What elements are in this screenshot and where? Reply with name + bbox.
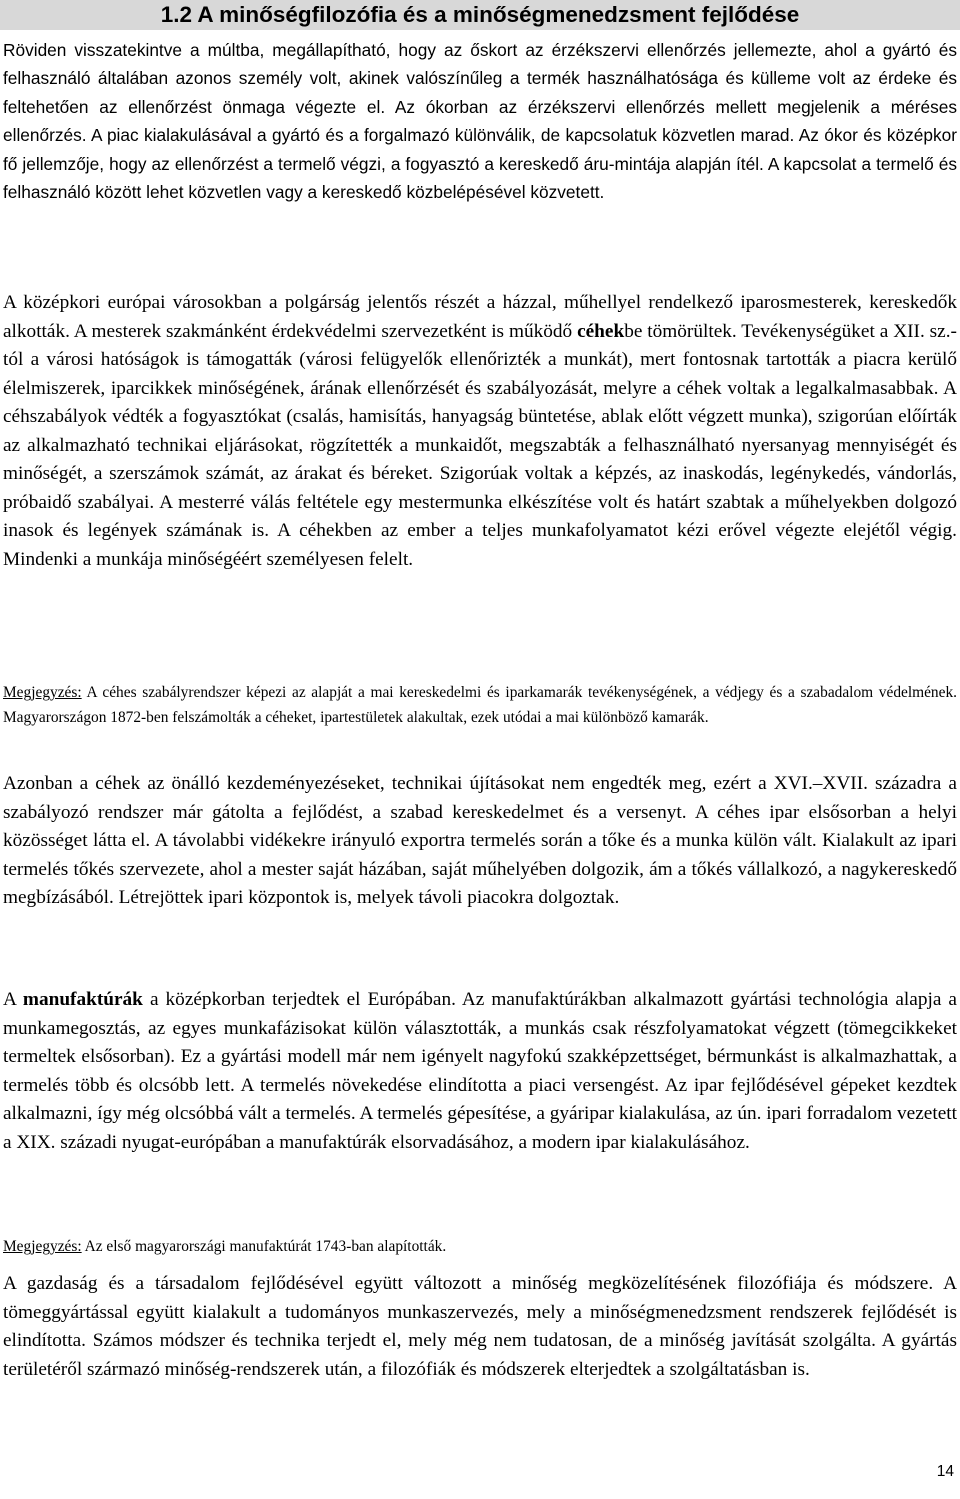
paragraph-guilds-text-cont: be tömörültek. Tevékenységüket a XII. sz.-tól a városi hatóságok is támogatták (városi felügyelők ellenőrizték a munkát), mert fontosnak tartották a piacra kerülő élelmiszerek, iparcikkek minőségének, árának ellenőrzését és szabályozását, melyre a céhek voltak a legalkalmasabbak. A céhszabályok védték a fogyasztókat (csalás, hamisítás, hanyagság büntetése, ablak előtt végzett munka), szigorúan előírták az alkalmazható technikai eljárásokat, rögzítették a munkaidőt, megszabták a felhasználható nyersanyag mennyiségét és minőségét, a szerszámok számát, az árakat és béreket. Szigorúak voltak a képzés, az inaskodás, legénykedés, vándorlás, próbaidő szabályai. A mesterré válás feltétele egy mestermunka elkészítése volt és határt szabtak a műhelyekben dolgozó inasok és legények számának is. A céhekben az ember a teljes munkafolyamatot kézi erővel végezte elejétől végig. Mindenki a munkája minőségéért személyesen felelt. [3,320,957,570]
paragraph-guilds [3,289,957,574]
term-guilds: céhek [577,320,625,342]
paragraph-capitalist-production: Azonban a céhek az önálló kezdeményezéseket, technikai újításokat nem engedték meg, ezért a XVI.–XVII. századra a szabályozó rendszer már gátolta a fejlődést, a szabad kereskedelmet és a versenyt. A céhes ipar elsősorban a helyi közösséget látta el. A távolabbi vidékekre irányuló exportra termelés során a tőke és a munka külön vált. Kialakult az ipari termelés tőkés szervezete, ahol a mester saját házában, saját műhelyében dolgozik, ám a tőkés vállalkozó, a nagykereskedő megbízásából. Létrejöttek ipari központok is, melyek távoli piacokra dolgoztak. [3,773,957,908]
paragraph-manufactures-text-cont: a középkorban terjedtek el Európában. Az manufaktúrákban alkalmazott gyártási technológia alapja a munkamegosztás, az egyes munkafázisokat külön választották, a munkás csak részfolyamatokat végzett (tömegcikkeket termeltek elsősorban). Ez a gyártási modell már nem igényelt nagyfokú szakképzettséget, bérmunkást is alkalmazhattak, a termelés több és olcsóbb lett. A termelés növekedése elindította a piaci versengést. Az ipar fejlődésével gépeket kezdtek alkalmazni, így még olcsóbbá vált a termelés. A termelés gépesítése, a gyáripar kialakulása, az ún. ipari forradalom vezetett a XIX. századi nyugat-európában a manufaktúrák elsorvadásához, a modern ipar kialakulásához. [3,989,957,1153]
note-label: Megjegyzés: [3,684,82,701]
page-number: 14 [936,1463,954,1480]
paragraph-guilds-text: A középkori európai városokban a polgárság jelentős részét a házzal, műhellyel rendelkező iparosmesterek, kereskedők alkották. A mesterek szakmánként érdekvédelmi szervezetként is működő [3,292,957,342]
paragraph-quality-philosophy: A gazdaság és a társadalom fejlődésével együtt változott a minőség megközelítésének filozófiája és módszere. A tömeggyártással együtt kialakult a tudományos munkaszervezés, mely a minőségmenedzsment rendszerek fejlődését is elindította. Számos módszer és technika terjedt el, mely még nem tudatosan, de a minőség javítását szolgálta. A gyártás területéről származó minőség-rendszerek után, a filozófiák és módszerek elterjedtek a szolgáltatásban is. [3,1273,957,1380]
paragraph-manufactures-text: A [3,989,23,1010]
note-label: Megjegyzés: [3,1238,82,1255]
note-text: Az első magyarországi manufaktúrát 1743-ban alapították. [81,1238,447,1255]
note-guild-rules [3,680,957,731]
term-manufactures: manufaktúrák [22,989,143,1010]
section-heading: 1.2 A minőségfilozófia és a minőségmenedzsment fejlődése [0,0,960,30]
note-first-manufacture [3,1234,957,1259]
paragraph-manufactures [3,986,957,1157]
note-text: A céhes szabályrendszer képezi az alapját a mai kereskedelmi és iparkamarák tevékenységének, a védjegy és a szabadalom védelmének. Magyarországon 1872-ben felszámolták a céheket, ipartestületek alakultak, ezek utódai a mai különböző kamarák. [3,684,957,727]
paragraph-sensory-inspection: Röviden visszatekintve a múltba, megállapítható, hogy az őskort az érzékszervi ellenőrzés jellemezte, ahol a gyártó és felhasználó általában azonos személy volt, akinek valószínűleg a termék használhatósága és külleme volt az érdeke és feltehetően az ellenőrzést önmaga végezte el. Az ókorban az érzékszervi ellenőrzés mellett megjelenik a méréses ellenőrzés. A piac kialakulásával a gyártó és a forgalmazó különválik, de kapcsolatuk közvetlen marad. Az ókor és középkor fő jellemzője, hogy az ellenőrzést a termelő végzi, a fogyasztó a kereskedő áru-mintája alapján ítél. A kapcsolat a termelő és felhasználó között lehet közvetlen vagy a kereskedő közbelépésével közvetett. [3,40,957,203]
